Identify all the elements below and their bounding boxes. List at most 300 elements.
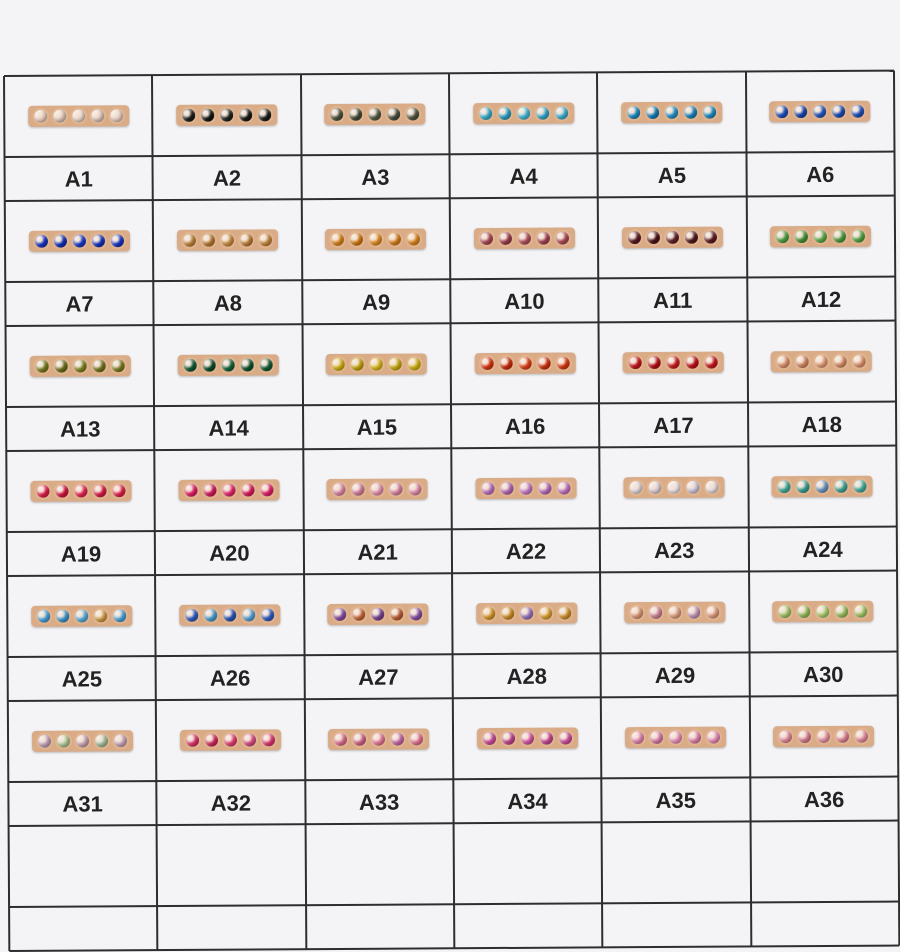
swatch-cell[interactable] — [156, 699, 305, 825]
rhinestone — [33, 232, 50, 249]
rhinestone — [181, 231, 198, 248]
rhinestone — [258, 481, 275, 498]
rhinestone — [258, 356, 275, 373]
rhinestone — [368, 355, 385, 372]
swatch-code-label: A20 — [209, 540, 250, 566]
swatch-code-label: A6 — [806, 161, 835, 188]
rhinestone — [405, 230, 422, 247]
rhinestone — [832, 352, 849, 369]
rhinestone-sample — [302, 323, 451, 404]
rhinestone — [34, 482, 51, 499]
rhinestone — [498, 479, 515, 496]
swatch-cell[interactable] — [597, 71, 746, 197]
rhinestone — [703, 478, 720, 495]
rhinestone — [479, 480, 496, 497]
swatch-cell[interactable] — [8, 700, 157, 826]
rhinestone — [407, 605, 424, 622]
rhinestone — [332, 730, 349, 747]
rhinestone — [627, 479, 644, 496]
rhinestone — [701, 103, 718, 120]
rhinestone — [369, 480, 386, 497]
rhinestone-sample — [8, 700, 157, 781]
swatch-code-label: A36 — [803, 786, 845, 813]
rhinestone — [814, 602, 831, 619]
rhinestone-sample — [155, 449, 304, 530]
rhinestone-chain — [327, 478, 428, 500]
rhinestone-sample — [452, 572, 601, 653]
rhinestone-chain — [623, 476, 724, 498]
rhinestone — [367, 230, 384, 247]
rhinestone — [833, 477, 850, 494]
swatch-cell[interactable] — [749, 571, 898, 697]
rhinestone-chain — [178, 479, 279, 501]
rhinestone — [109, 357, 126, 374]
rhinestone — [515, 229, 532, 246]
rhinestone — [90, 357, 107, 374]
rhinestone — [684, 478, 701, 495]
rhinestone — [499, 604, 516, 621]
rhinestone — [108, 107, 125, 124]
rhinestone-sample — [156, 699, 305, 780]
rhinestone-chain — [476, 602, 577, 624]
rhinestone — [684, 353, 701, 370]
rhinestone — [406, 355, 423, 372]
swatch-cell[interactable] — [155, 574, 304, 700]
rhinestone-chain — [30, 480, 131, 502]
rhinestone — [71, 232, 88, 249]
rhinestone — [219, 231, 236, 248]
swatch-cell[interactable] — [598, 196, 747, 322]
swatch-cell[interactable] — [748, 446, 897, 572]
rhinestone-chain — [621, 101, 722, 123]
rhinestone — [259, 606, 276, 623]
rhinestone — [627, 354, 644, 371]
swatch-code-label: A13 — [60, 416, 101, 442]
rhinestone-sample — [153, 199, 302, 280]
rhinestone — [665, 478, 682, 495]
rhinestone — [773, 103, 790, 120]
swatch-cell[interactable] — [745, 71, 894, 197]
rhinestone-chain — [28, 105, 129, 127]
rhinestone — [73, 607, 90, 624]
rhinestone — [812, 227, 829, 244]
rhinestone — [183, 606, 200, 623]
rhinestone — [813, 352, 830, 369]
rhinestone — [538, 729, 555, 746]
rhinestone-sample — [451, 447, 600, 528]
rhinestone — [777, 728, 794, 745]
rhinestone — [775, 353, 792, 370]
swatch-code-label: A31 — [62, 791, 103, 817]
swatch-code-label: A24 — [802, 536, 843, 563]
rhinestone-sample — [599, 321, 748, 402]
rhinestone-chain — [625, 726, 726, 748]
swatch-cell[interactable] — [450, 197, 599, 323]
rhinestone — [665, 353, 682, 370]
rhinestone — [703, 353, 720, 370]
rhinestone-chain — [475, 477, 576, 499]
rhinestone — [667, 728, 684, 745]
rhinestone — [221, 606, 238, 623]
rhinestone — [833, 602, 850, 619]
rhinestone-chain — [180, 729, 281, 751]
rhinestone-chain — [770, 225, 871, 247]
rhinestone-sample — [152, 74, 301, 155]
rhinestone — [852, 602, 869, 619]
rhinestone — [793, 228, 810, 245]
rhinestone — [776, 478, 793, 495]
rhinestone — [477, 230, 494, 247]
swatch-cell[interactable] — [301, 198, 450, 324]
rhinestone — [815, 727, 832, 744]
swatch-code-label: A3 — [361, 164, 390, 190]
rhinestone — [666, 603, 683, 620]
rhinestone — [794, 353, 811, 370]
rhinestone — [89, 107, 106, 124]
rhinestone — [222, 731, 239, 748]
swatch-code-label: A4 — [509, 163, 538, 189]
rhinestone — [110, 482, 127, 499]
rhinestone — [111, 607, 128, 624]
rhinestone — [629, 729, 646, 746]
rhinestone — [850, 227, 867, 244]
rhinestone — [72, 482, 89, 499]
swatch-code-label: A19 — [60, 541, 102, 567]
rhinestone-chain — [477, 727, 578, 749]
rhinestone — [535, 354, 552, 371]
rhinestone — [182, 481, 199, 498]
rhinestone — [331, 480, 348, 497]
rhinestone — [811, 102, 828, 119]
rhinestone — [647, 603, 664, 620]
rhinestone — [350, 605, 367, 622]
rhinestone — [685, 603, 702, 620]
rhinestone-chain — [31, 605, 132, 627]
rhinestone — [555, 479, 572, 496]
rhinestone-sample — [4, 75, 153, 156]
rhinestone — [347, 105, 364, 122]
swatch-cell[interactable] — [304, 573, 453, 699]
rhinestone — [497, 354, 514, 371]
rhinestone — [515, 104, 532, 121]
swatch-code-label: A22 — [505, 538, 547, 564]
swatch-code-label: A5 — [657, 162, 687, 189]
rhinestone-chain — [327, 603, 428, 625]
rhinestone-chain — [622, 226, 723, 248]
swatch-code-label: A34 — [507, 788, 548, 814]
swatch-code-label: A23 — [653, 537, 695, 564]
rhinestone — [663, 103, 680, 120]
rhinestone-chain — [176, 104, 277, 126]
rhinestone — [553, 104, 570, 121]
rhinestone-chain — [29, 355, 130, 377]
rhinestone-sample — [6, 325, 155, 406]
rhinestone-sample — [155, 574, 304, 655]
rhinestone — [260, 731, 277, 748]
rhinestone-chain — [325, 228, 426, 250]
rhinestone-sample — [597, 71, 746, 152]
rhinestone — [776, 603, 793, 620]
rhinestone — [704, 603, 721, 620]
rhinestone — [93, 732, 110, 749]
rhinestone — [407, 480, 424, 497]
rhinestone — [201, 356, 218, 373]
rhinestone — [795, 478, 812, 495]
swatch-code-label: A8 — [213, 290, 242, 316]
swatch-cell[interactable] — [450, 322, 599, 448]
rhinestone — [220, 356, 237, 373]
rhinestone — [33, 357, 50, 374]
rhinestone — [534, 104, 551, 121]
swatch-cell[interactable] — [6, 325, 155, 451]
swatch-cell[interactable] — [749, 696, 898, 822]
swatch-code-label: A30 — [803, 661, 844, 688]
rhinestone-sample — [746, 196, 895, 277]
rhinestone — [256, 106, 273, 123]
swatch-cell[interactable] — [601, 696, 750, 822]
swatch-cell[interactable] — [5, 200, 154, 326]
rhinestone-sample — [7, 575, 156, 656]
rhinestone-chain — [772, 600, 873, 622]
rhinestone — [556, 604, 573, 621]
rhinestone-chain — [178, 354, 279, 376]
rhinestone-chain — [623, 351, 724, 373]
swatch-cell[interactable] — [154, 324, 303, 450]
swatch-code-label: A16 — [504, 413, 546, 439]
rhinestone — [851, 352, 868, 369]
rhinestone — [199, 106, 216, 123]
rhinestone — [516, 354, 533, 371]
rhinestone — [388, 605, 405, 622]
rhinestone-sample — [747, 321, 896, 402]
rhinestone — [814, 477, 831, 494]
rhinestone — [52, 357, 69, 374]
rhinestone-chain — [29, 230, 130, 252]
swatch-cell[interactable] — [746, 196, 895, 322]
rhinestone — [496, 229, 513, 246]
swatch-code-label: A14 — [208, 415, 249, 441]
swatch-cell[interactable] — [600, 571, 749, 697]
rhinestone-sample — [301, 198, 450, 279]
swatch-cell[interactable] — [153, 199, 302, 325]
rhinestone — [91, 482, 108, 499]
swatch-cell[interactable] — [599, 446, 748, 572]
rhinestone — [329, 230, 346, 247]
rhinestone — [351, 730, 368, 747]
rhinestone — [481, 729, 498, 746]
swatch-cell[interactable] — [449, 72, 598, 198]
rhinestone-sample — [303, 448, 452, 529]
rhinestone — [831, 227, 848, 244]
rhinestone — [648, 728, 665, 745]
rhinestone — [202, 606, 219, 623]
rhinestone — [517, 479, 534, 496]
rhinestone-sample — [749, 571, 898, 652]
rhinestone — [349, 355, 366, 372]
rhinestone-sample — [453, 697, 602, 778]
swatch-cell[interactable] — [152, 74, 301, 200]
rhinestone — [852, 477, 869, 494]
rhinestone — [554, 354, 571, 371]
rhinestone — [774, 228, 791, 245]
swatch-code-label: A26 — [209, 665, 251, 691]
rhinestone — [239, 481, 256, 498]
rhinestone — [702, 228, 719, 245]
swatch-cell[interactable] — [453, 697, 602, 823]
rhinestone — [241, 731, 258, 748]
rhinestone — [796, 728, 813, 745]
rhinestone-sample — [301, 73, 450, 154]
rhinestone — [370, 730, 387, 747]
rhinestone — [496, 104, 513, 121]
swatch-code-label: A11 — [653, 287, 693, 314]
rhinestone-sample — [745, 71, 894, 152]
rhinestone — [686, 728, 703, 745]
rhinestone-chain — [324, 103, 425, 125]
swatch-cell[interactable] — [6, 450, 155, 576]
swatch-cell[interactable] — [301, 73, 450, 199]
rhinestone-sample — [154, 324, 303, 405]
swatch-code-label: A12 — [800, 286, 842, 313]
rhinestone-sample — [450, 197, 599, 278]
rhinestone — [553, 229, 570, 246]
swatch-cell[interactable] — [7, 575, 156, 701]
swatch-code-label: A1 — [64, 166, 93, 192]
swatch-cell[interactable] — [599, 321, 748, 447]
swatch-code-label: A32 — [210, 790, 252, 816]
rhinestone — [237, 106, 254, 123]
rhinestone — [348, 230, 365, 247]
rhinestone-sample — [749, 696, 898, 777]
rhinestone — [201, 481, 218, 498]
rhinestone-chain — [772, 475, 873, 497]
swatch-cell[interactable] — [452, 572, 601, 698]
rhinestone — [664, 228, 681, 245]
rhinestone — [328, 105, 345, 122]
rhinestone-sample — [601, 696, 750, 777]
rhinestone — [330, 355, 347, 372]
rhinestone — [238, 231, 255, 248]
rhinestone-chain — [32, 730, 133, 752]
rhinestone-sample — [449, 72, 598, 153]
rhinestone — [646, 478, 663, 495]
swatch-code-label: A33 — [358, 789, 400, 815]
rhinestone — [109, 232, 126, 249]
rhinestone — [200, 231, 217, 248]
rhinestone-chain — [326, 353, 427, 375]
rhinestone — [55, 732, 72, 749]
rhinestone — [51, 107, 68, 124]
rhinestone-chain — [473, 102, 574, 124]
rhinestone — [74, 732, 91, 749]
rhinestone — [644, 103, 661, 120]
swatch-code-label: A9 — [361, 289, 391, 315]
rhinestone-chain — [473, 227, 574, 249]
rhinestone — [408, 730, 425, 747]
rhinestone — [182, 356, 199, 373]
rhinestone-chain — [179, 604, 280, 626]
rhinestone — [683, 228, 700, 245]
rhinestone — [350, 480, 367, 497]
rhinestone — [389, 730, 406, 747]
rhinestone — [366, 105, 383, 122]
swatch-cell[interactable] — [451, 447, 600, 573]
rhinestone — [518, 604, 535, 621]
rhinestone — [52, 232, 69, 249]
rhinestone-chain — [177, 229, 278, 251]
swatch-code-label: A17 — [653, 412, 694, 439]
swatch-cell[interactable] — [304, 698, 453, 824]
rhinestone — [32, 107, 49, 124]
rhinestone-sample — [599, 446, 748, 527]
rhinestone — [218, 106, 235, 123]
rhinestone-sample — [450, 322, 599, 403]
rhinestone — [478, 355, 495, 372]
rhinestone — [626, 229, 643, 246]
rhinestone — [628, 604, 645, 621]
rhinestone — [385, 105, 402, 122]
swatch-code-label: A18 — [801, 411, 843, 438]
swatch-code-label: A27 — [358, 664, 399, 690]
rhinestone — [331, 605, 348, 622]
rhinestone — [792, 103, 809, 120]
rhinestone — [386, 230, 403, 247]
rhinestone — [705, 728, 722, 745]
rhinestone — [239, 356, 256, 373]
rhinestone — [645, 228, 662, 245]
rhinestone-chain — [328, 728, 429, 750]
rhinestone-sample — [598, 196, 747, 277]
swatch-cell[interactable] — [155, 449, 304, 575]
rhinestone — [404, 105, 421, 122]
swatch-grid — [4, 71, 899, 900]
rhinestone — [500, 729, 517, 746]
swatch-code-label: A28 — [506, 663, 547, 689]
rhinestone-sample — [748, 446, 897, 527]
rhinestone — [682, 103, 699, 120]
rhinestone — [53, 482, 70, 499]
rhinestone — [853, 727, 870, 744]
swatch-code-label: A2 — [212, 165, 242, 191]
rhinestone — [646, 353, 663, 370]
rhinestone — [70, 107, 87, 124]
rhinestone-sample — [5, 200, 154, 281]
rhinestone — [480, 604, 497, 621]
rhinestone — [90, 232, 107, 249]
rhinestone — [36, 732, 53, 749]
rhinestone-sample — [600, 571, 749, 652]
rhinestone — [795, 603, 812, 620]
rhinestone — [387, 355, 404, 372]
rhinestone — [184, 731, 201, 748]
rhinestone — [35, 607, 52, 624]
swatch-cell[interactable] — [302, 323, 451, 449]
rhinestone — [112, 732, 129, 749]
swatch-cell[interactable] — [747, 321, 896, 447]
swatch-code-label: A35 — [655, 787, 697, 814]
rhinestone — [477, 105, 494, 122]
rhinestone — [180, 106, 197, 123]
swatch-cell[interactable] — [303, 448, 452, 574]
swatch-cell[interactable] — [4, 75, 153, 201]
swatch-code-label: A10 — [504, 288, 545, 314]
swatch-code-label: A21 — [357, 539, 398, 565]
rhinestone-sample — [304, 698, 453, 779]
rhinestone — [849, 102, 866, 119]
rhinestone — [203, 731, 220, 748]
rhinestone — [220, 481, 237, 498]
rhinestone — [537, 604, 554, 621]
